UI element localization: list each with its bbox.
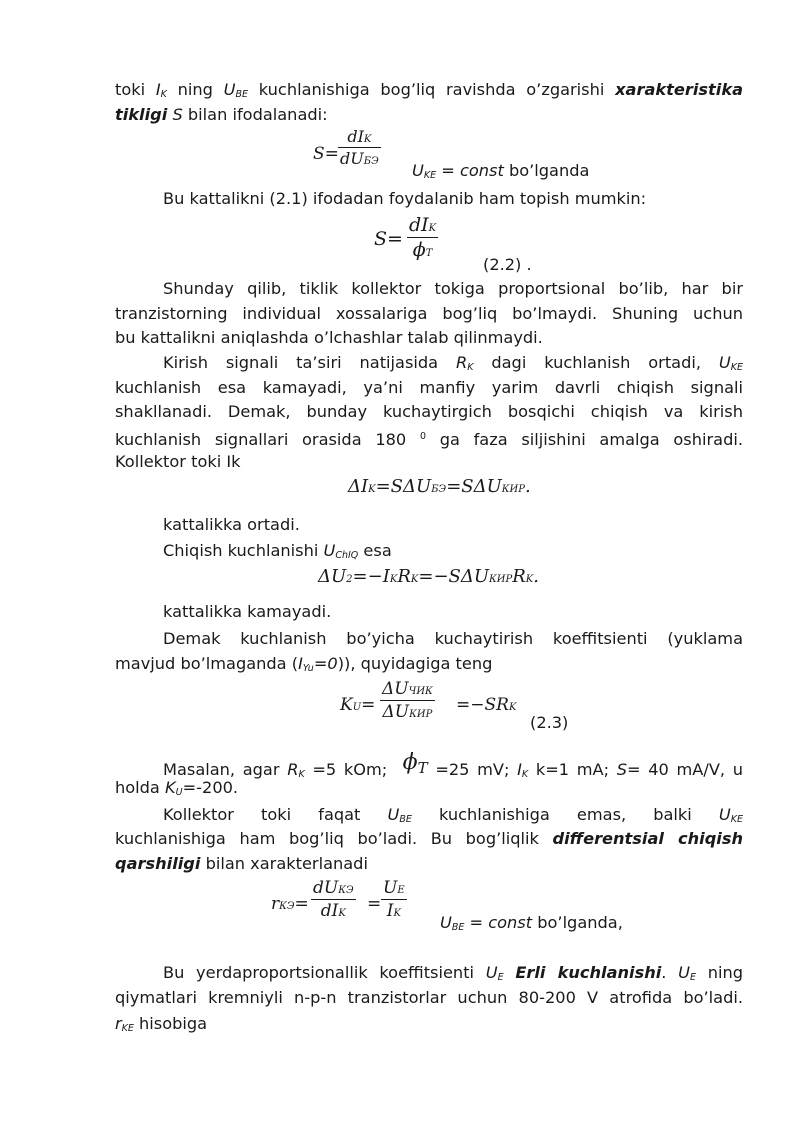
- paragraph-2: Bu kattalikni (2.1) ifodadan foydalanib ham topish mumkin:: [163, 189, 647, 208]
- paragraph-4-line-2: kuchlanish esa kamayadi, ya’ni manfiy yarim davrli chiqish signali: [115, 378, 743, 397]
- equation-slope-fraction: dIK dUБЭ: [340, 127, 379, 168]
- paragraph-7: kattalikka kamayadi.: [163, 602, 332, 621]
- equation-1-condition: $U_{KE}$ = const bo’lganda: [412, 161, 590, 181]
- paragraph-4-line-4: kuchlanish signallari orasida 180 $^0$ ga faza siljishini amalga oshiradi.: [115, 430, 743, 449]
- equation-2-3-label: (2.3): [530, 713, 569, 732]
- paragraph-10-line-2: kuchlanishiga ham bog’liq bo’ladi. Bu bog’liqlik differentsial chiqish: [115, 829, 743, 848]
- paragraph-9-line-1: Masalan, agar $R_K =5$ kOm; ϕT =25 mV; $I_K$ k=1 mA; S= 40 mA/V, u: [163, 750, 743, 780]
- paragraph-3-line-2: tranzistorning individual xossalariga bog’liq bo’lmaydi. Shuning uchun: [115, 304, 743, 323]
- equation-6-condition: $U_{BE}$ = const bo’lganda,: [440, 913, 623, 933]
- equation-6-fraction-1: dUКЭ dIK: [313, 878, 354, 921]
- paragraph-6: Chiqish kuchlanishi $U_{ChIQ}$ esa: [163, 541, 392, 561]
- equation-2-2-label: (2.2) .: [483, 255, 532, 274]
- paragraph-1-line-2: tikligi S bilan ifodalanadi:: [115, 105, 328, 124]
- paragraph-11-line-2: qiymatlari kremniyli n-p-n tranzistorlar uchun 80-200 V atrofida bo’ladi.: [115, 988, 743, 1007]
- paragraph-3-line-3: bu kattalikni aniqlashda o’lchashlar talab qilinmaydi.: [115, 328, 543, 347]
- paragraph-10-line-1: Kollektor toki faqat $U_{BE}$ kuchlanishiga emas, balki $U_{KE}$: [163, 805, 743, 825]
- equation-2-2-fraction: dIK ϕT: [409, 214, 437, 261]
- paragraph-4-line-1: Kirish signali ta’siri natijasida $R_K$ dagi kuchlanish ortadi, $U_{KE}$: [163, 353, 743, 373]
- equation-output-voltage-change: ΔU2=−IKRK=−SΔUКИРRK.: [318, 566, 540, 587]
- paragraph-1-line-1: toki $I_K$ ning $U_{BE}$ kuchlanishiga bog’liq ravishda o’zgarishi xarakteristika: [115, 80, 744, 100]
- paragraph-4-line-3: shakllanadi. Demak, bunday kuchaytirgich bosqichi chiqish va kirish: [115, 402, 743, 421]
- paragraph-8-line-1: Demak kuchlanish bo’yicha kuchaytirish koeffitsienti (yuklama: [163, 629, 743, 648]
- paragraph-10-line-3: qarshiligi bilan xarakterlanadi: [115, 854, 368, 873]
- paragraph-4-line-5: Kollektor toki Ik: [115, 452, 241, 471]
- paragraph-8-line-2: mavjud bo’lmaganda $(I_{Yu}=0)$), quyidagiga teng: [115, 654, 493, 674]
- equation-2-3-fraction: ΔUЧИК ΔUКИР: [382, 679, 433, 722]
- paragraph-11-line-1: Bu yerdaproportsionallik koeffitsienti $U_E$ Erli kuchlanishi. $U_E$ ning: [163, 963, 743, 983]
- equation-collector-current-change: ΔIK=SΔUБЭ=SΔUКИР.: [348, 476, 531, 497]
- paragraph-11-line-3: $r_{KE}$ hisobiga: [115, 1014, 208, 1034]
- paragraph-5: kattalikka ortadi.: [163, 515, 300, 534]
- equation-6-fraction-2: $\frac{UE}{IK}$: [383, 878, 405, 921]
- document-page: toki $I_K$ ning $U_{BE}$ kuchlanishiga bog’liq ravishda o’zgarishi xarakteristika tikligi S bilan ifodalanadi: S= dIK dUБЭ $U_{KE}$ = const bo’lganda Bu kattalikni (2.1) ifodadan foydalanib ham topish mumkin: S= dIK ϕT (2.2) . Shunday qilib, tiklik kollektor tokiga proportsional bo’lib, har bir tranzistorning individual xossalariga bog’liq bo’lmaydi. Shuning uchun bu kattalikni aniqlashda o’lchashlar talab qilinmaydi. Kirish signali ta’siri natijasida $R_K$ dagi kuchlanish ortadi, $U_{KE}$ kuchlanish esa kamayadi, ya’ni manfiy yarim davrli chiqish signali shakllanadi. Demak, bunday kuchaytirgich bosqichi chiqish va kirish kuchlanish signallari orasida 180 $^0$ ga faza siljishini amalga oshiradi. Kollektor toki Ik ΔIK=SΔUБЭ=SΔUКИР. kattalikka ortadi. Chiqish kuchlanishi $U_{ChIQ}$ esa ΔU2=−IKRK=−SΔUКИРRK. kattalikka kamayadi. Demak kuchlanish bo’yicha kuchaytirish koeffitsienti (yuklama mavjud bo’lmaganda $(I_{Yu}=0)$), quyidagiga teng KU= ΔUЧИК ΔUКИР =−SRK (2.3) Masalan, agar $R_K =5$ kOm; ϕT =25 mV; $I_K$ k=1 mA; S= 40 mA/V, u holda $K_U=-200$. Kollektor toki faqat $U_{BE}$ kuchlanishiga emas, balki $U_{KE}$ kuchlanishiga ham bog’liq bo’ladi. Bu bog’liqlik differentsial chiqish qarshiligi bilan xarakterlanadi rКЭ= dUКЭ dIK = $\frac{UE}{IK}$ $U_{BE}$ = const bo’lganda, Bu yerdaproportsionallik koeffitsienti $U_E$ Erli kuchlanishi. $U_E$ ning qiymatlari kremniyli n-p-n tranzistorlar uchun 80-200 V atrofida bo’ladi. $r_{KE}$ hisobiga: [0, 0, 800, 1131]
- paragraph-3-line-1: Shunday qilib, tiklik kollektor tokiga proportsional bo’lib, har bir: [163, 279, 743, 298]
- paragraph-9-line-2: holda $K_U=-200$.: [115, 778, 239, 798]
